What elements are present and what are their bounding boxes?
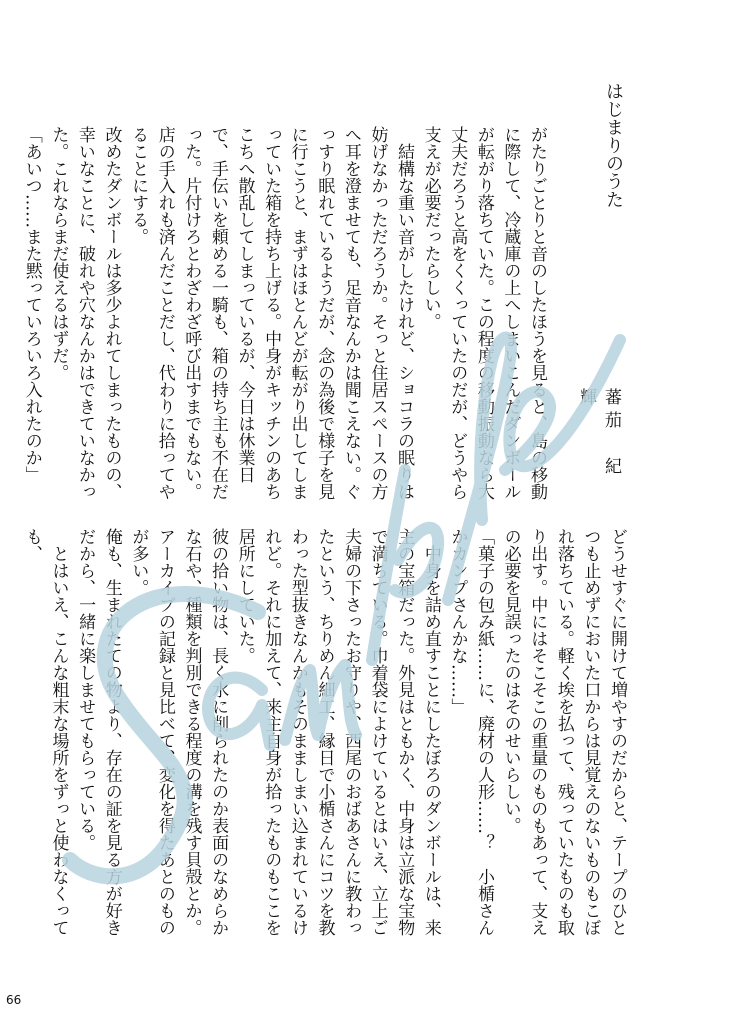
page-number: 66 [6,993,22,1007]
author-name: 蕃茄 紀輝 [576,388,621,480]
story-title: はじまりのうた [603,82,624,208]
body-text-lower: どうせすぐに開けて増やすのだからと、テープのひとつも止めずにおいた口からは見覚えのないものもこぼれ落ちている。軽く埃を払って、残っていたものも取り出す。中にはそこそこの重量のものもあって、支えの必要を見誤ったのはそのせいらしい。 「菓子の包み紙……に、廃材の人形……？ 小楯さんかカンプさんかな……」 中身を詰め直すことにしたぼろのダンボールは、来主の宝箱だった。外見はともかく、中身は立派な宝物で満ちている。巾着袋によけているとはいえ、立上ご夫婦の下さったお守りや、西尾のおばあさんに教わったという、ちりめん細工、縁日で小楯さんにコツを教わった型抜きなんかもそのまましまい込まれているけれど。それに加えて、来主自身が拾ったものもここを居所にしていた。 彼の拾い物は、長く水に削られたのか表面のなめらかな石や、種類を判別できる程度の溝を残す貝殻とか。アーカイブの記録と見比べて、変化を得たあとのものが多い。 俺も、生まれたての物より、存在の証を見る方が好きだから、一緒に楽しませてもらっている。 とはいえ、こんな粗末な場所をずっと使わなくっても、 [21,528,627,936]
body-text-upper: がたりごとりと音のしたほうを見ると、島の移動に際して、冷蔵庫の上へしまいこんだダンボールが転がり落ちていた。この程度の移動振動なら大丈夫だろうと高をくくっていたのだが、どうやら支えが必要だったらしい。 結構な重い音がしたけれど、ショコラの眠りは妨げなかっただろうか。そっと住居スペースの方へ耳を澄ませても、足音なんかは聞こえない。ぐっすり眠れているようだが、念の為後で様子を見に行こうと、まずはほとんどが転がり出してしまっていた箱を持ち上げる。中身がキッチンのあちこちへ散乱してしまっているが、今日は休業日で、手伝いを頼める一騎も、箱の持ち主も不在だった。片付けろとわざわざ呼び出すまでもない。店の手入れも済んだことだし、代わりに拾ってやることにする。 改めたダンボールは多少よれてしまったものの、幸いなことに、破れや穴なんかはできていなかった。これならまだ使えるはずだ。 「あいつ……また黙っていろいろ入れたのか」 [21,126,547,500]
